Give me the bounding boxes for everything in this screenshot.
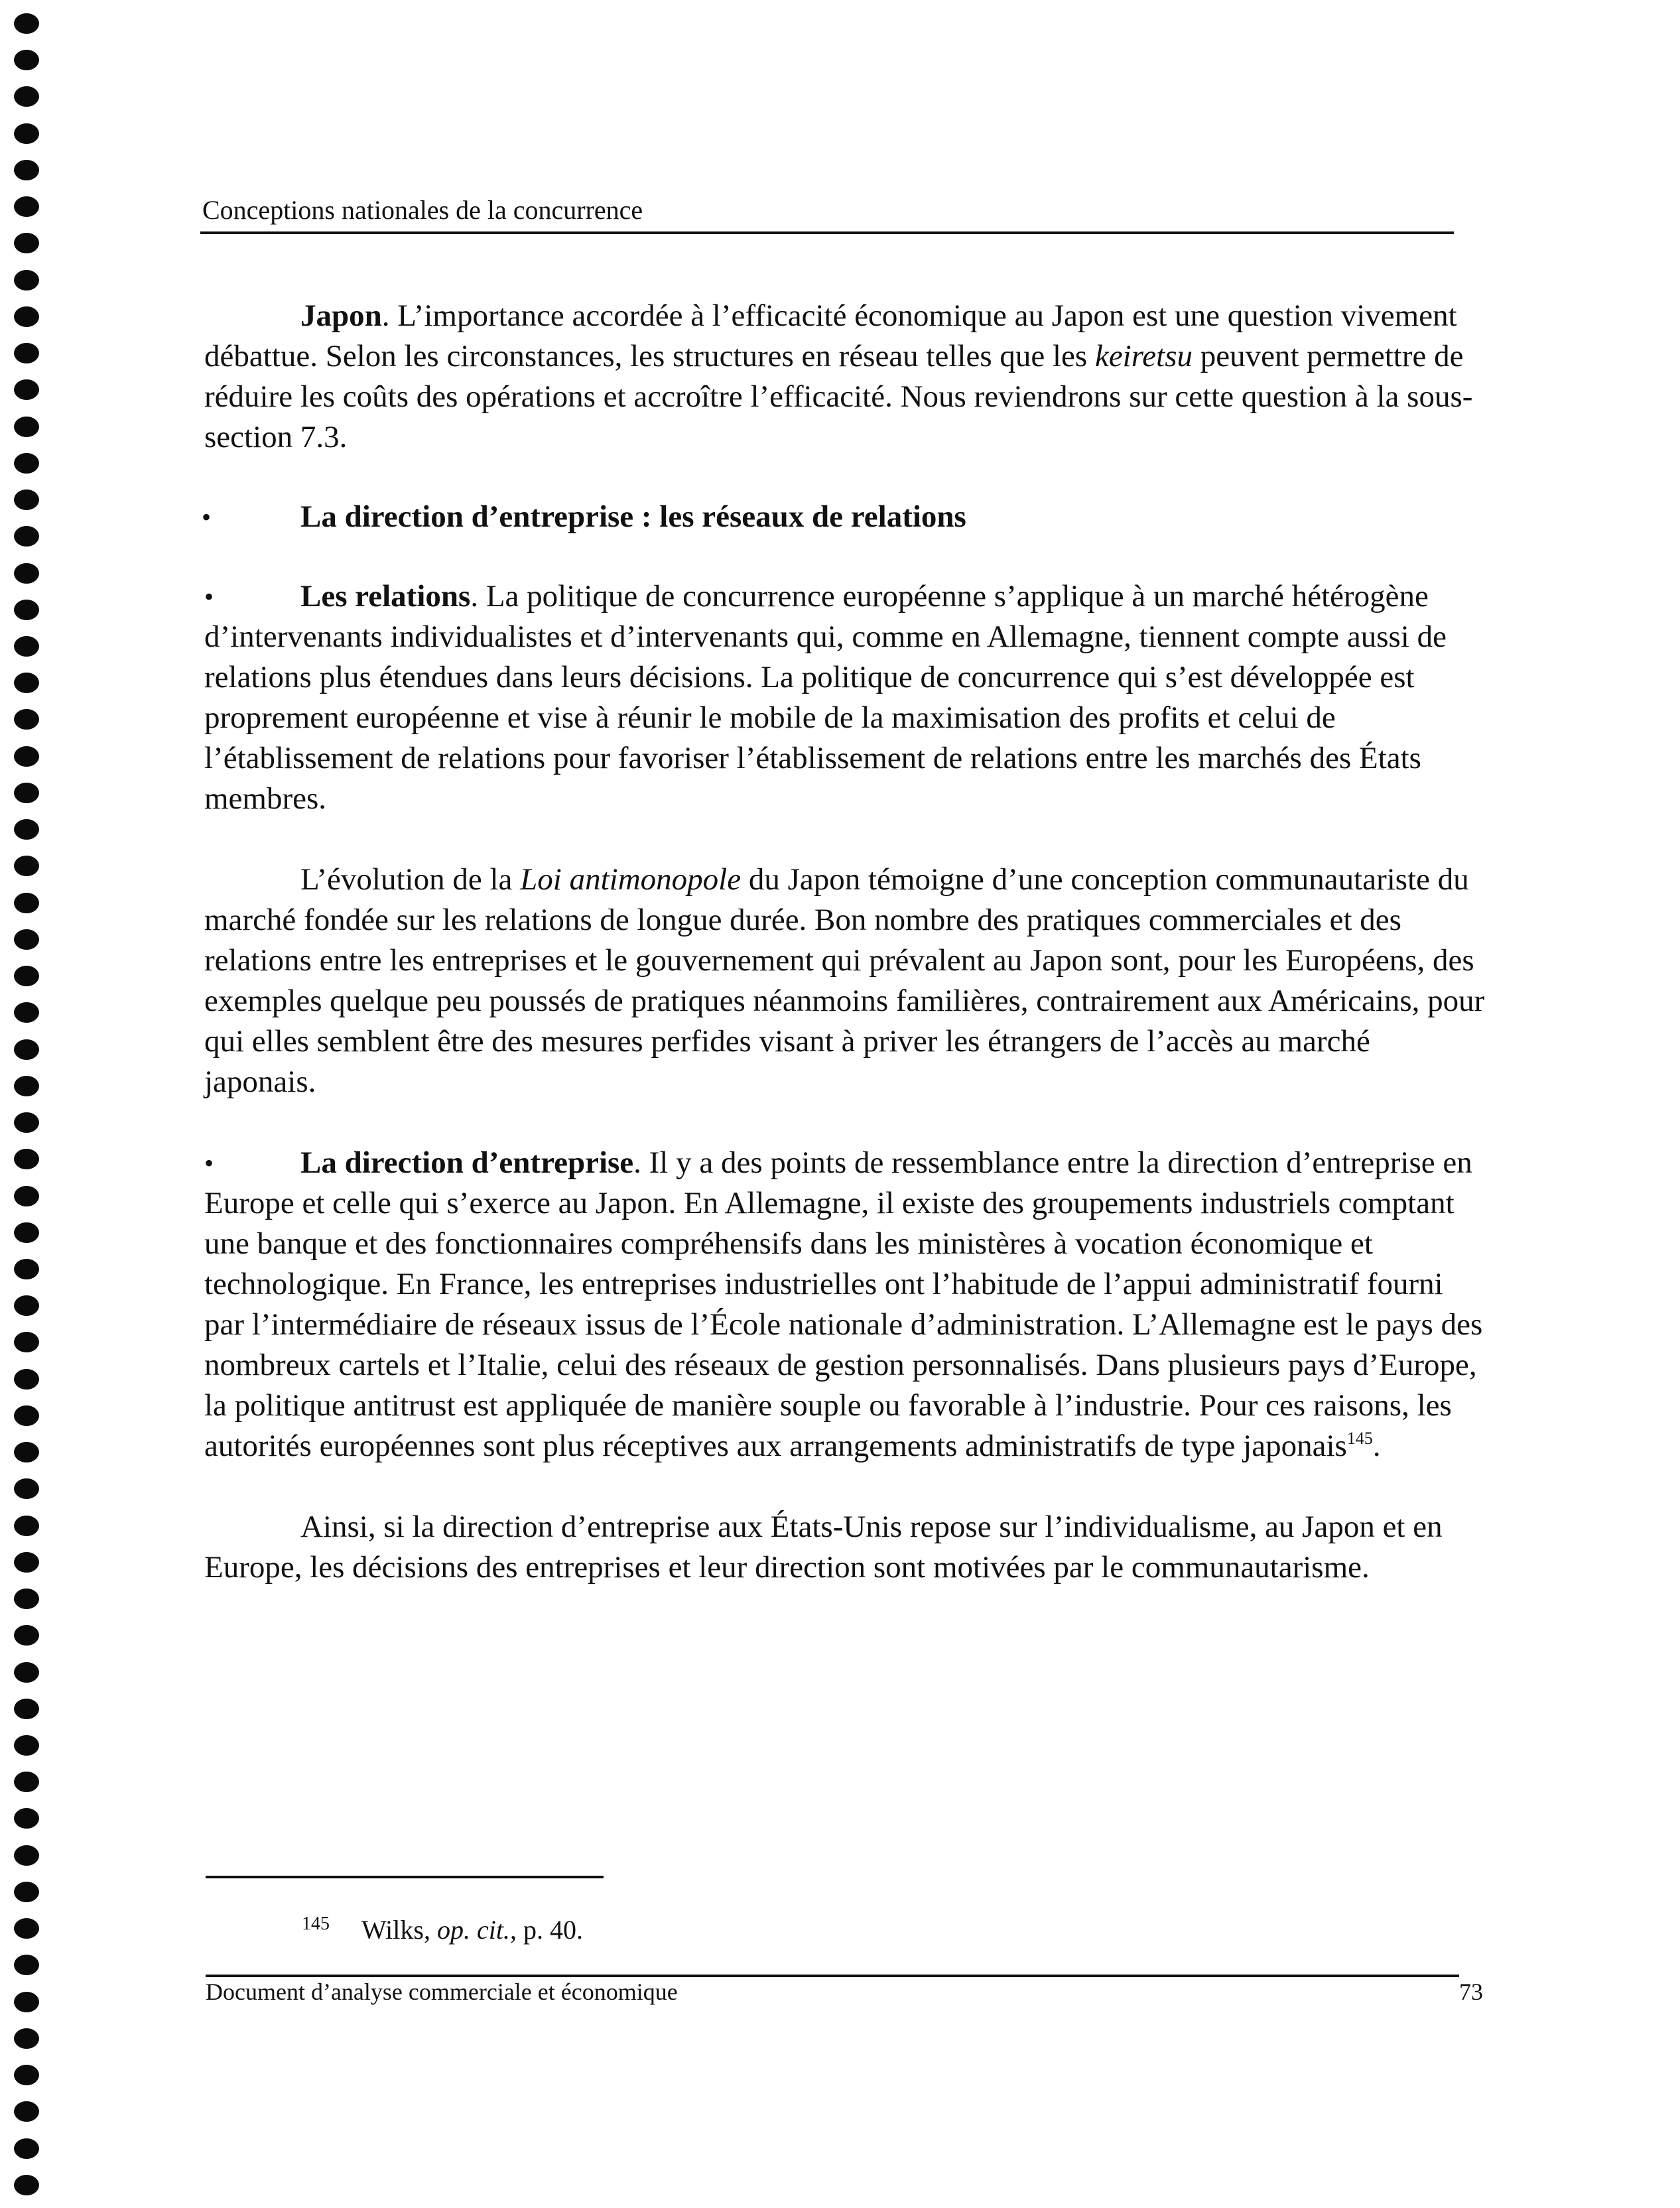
footnote bbox=[302, 1909, 583, 1945]
binding-hole bbox=[14, 306, 39, 327]
binding-hole bbox=[14, 1589, 39, 1609]
binding-hole bbox=[14, 819, 39, 840]
binding-hole bbox=[14, 1442, 39, 1462]
binding-hole bbox=[14, 1405, 39, 1426]
paragraph-relations bbox=[204, 576, 1488, 819]
binding-hole bbox=[14, 856, 39, 876]
paragraph-text: . Il y a des points de ressemblance entre la direction d’entreprise en Europe et celle qui s’exerce au Japon. En Allemagne, il existe des groupements industriels comptant une banque et des fonctionnaires compréhensifs dans les ministères à vocation économique et technologique. En France, les entreprises industrielles ont l’habitude de l’appui administratif fourni par l’intermédiaire de réseaux issus de l’École nationale d’administration. L’Allemagne est le pays des nombreux cartels et l’Italie, celui des réseaux de gestion personnalisés. Dans plusieurs pays d’Europe, la politique antitrust est appliquée de manière souple ou favorable à l’industrie. Pour ces raisons, les autorités européennes sont plus réceptives aux arrangements administratifs de type japonais bbox=[204, 1145, 1483, 1463]
binding-hole bbox=[14, 379, 39, 400]
binding-hole bbox=[14, 160, 39, 180]
binding-hole bbox=[14, 1662, 39, 1683]
binding-hole bbox=[14, 636, 39, 657]
binding-hole bbox=[14, 1625, 39, 1646]
binding-hole bbox=[14, 1002, 39, 1023]
binding-hole bbox=[14, 1772, 39, 1792]
binding-hole bbox=[14, 196, 39, 217]
binding-hole bbox=[14, 1735, 39, 1756]
section-heading bbox=[204, 497, 1488, 537]
paragraph-emphasis: Loi antimonopole bbox=[520, 862, 742, 897]
binding-hole bbox=[14, 1332, 39, 1352]
paragraph-text: . La politique de concurrence européenne s’applique à un marché hétérogène d’intervenants individualistes et d’intervenants qui, comme en Allemagne, tiennent compte aussi de relations plus étendues dans leurs décisions. La politique de concurrence qui s’est développée est proprement européenne et vise à réunir le mobile de la maximisation des profits et celui de l’établissement de relations pour favoriser l’établissement de relations entre les marchés des États membres. bbox=[204, 579, 1447, 816]
paragraph-conclusion bbox=[204, 1507, 1488, 1588]
binding-hole bbox=[14, 417, 39, 437]
paragraph-loi-antimonopole bbox=[204, 860, 1488, 1102]
binding-hole bbox=[14, 270, 39, 291]
binding-hole bbox=[14, 50, 39, 70]
page-body bbox=[204, 296, 1488, 1588]
paragraph-term: Les relations bbox=[300, 579, 471, 614]
binding-hole bbox=[14, 783, 39, 803]
binding-hole bbox=[14, 1369, 39, 1390]
binding-hole bbox=[14, 526, 39, 547]
binding-hole bbox=[14, 600, 39, 620]
footnote-emphasis: op. cit. bbox=[436, 1915, 510, 1945]
bullet-icon: • bbox=[204, 582, 214, 612]
bullet-icon: • bbox=[202, 502, 212, 532]
binding-hole bbox=[14, 966, 39, 986]
binding-hole bbox=[14, 2138, 39, 2159]
binding-hole bbox=[14, 1295, 39, 1316]
binding-hole bbox=[14, 13, 39, 34]
paragraph-term: Japon bbox=[300, 298, 382, 333]
binding-hole bbox=[14, 1955, 39, 1975]
footnote-rule bbox=[206, 1876, 604, 1878]
paragraph-text: Ainsi, si la direction d’entreprise aux États-Unis repose sur l’individualisme, au Japon et en Europe, les décisions des entreprises et leur direction sont motivées par le communautarisme. bbox=[204, 1510, 1443, 1585]
binding-hole bbox=[14, 1882, 39, 1902]
binding-hole bbox=[14, 2065, 39, 2085]
binding-hole bbox=[14, 1039, 39, 1060]
paragraph-direction-entreprise bbox=[204, 1143, 1488, 1466]
footnote-author: Wilks, bbox=[361, 1915, 437, 1945]
paragraph-text: L’évolution de la bbox=[300, 862, 521, 897]
header-rule bbox=[200, 231, 1454, 234]
footnote-number: 145 bbox=[302, 1914, 330, 1934]
footnote-reference: 145 bbox=[1346, 1429, 1373, 1448]
binding-hole bbox=[14, 1149, 39, 1169]
binding-hole bbox=[14, 2028, 39, 2049]
binding-hole bbox=[14, 1845, 39, 1866]
footer-rule bbox=[206, 1975, 1459, 1977]
binding-hole bbox=[14, 343, 39, 363]
binding-hole bbox=[14, 1222, 39, 1243]
binding-hole bbox=[14, 1186, 39, 1206]
binding-hole bbox=[14, 489, 39, 510]
binding-hole bbox=[14, 1918, 39, 1939]
paragraph-term: La direction d’entreprise bbox=[300, 1145, 634, 1180]
section-heading-text: La direction d’entreprise : les réseaux de relations bbox=[300, 499, 966, 534]
paragraph-end: . bbox=[1372, 1429, 1381, 1463]
running-header: Conceptions nationales de la concurrence bbox=[202, 195, 643, 225]
footnote-text: , p. 40. bbox=[509, 1915, 583, 1945]
paragraph-japon bbox=[204, 296, 1488, 458]
binding-hole bbox=[14, 123, 39, 144]
binding-hole bbox=[14, 709, 39, 730]
binding-hole bbox=[14, 2101, 39, 2122]
binding-hole bbox=[14, 1112, 39, 1133]
binding-hole bbox=[14, 746, 39, 767]
binding-hole bbox=[14, 1808, 39, 1829]
binding-holes bbox=[9, 13, 44, 2195]
binding-hole bbox=[14, 1259, 39, 1279]
binding-hole bbox=[14, 1076, 39, 1096]
paragraph-emphasis: keiretsu bbox=[1094, 339, 1193, 373]
binding-hole bbox=[14, 233, 39, 253]
binding-hole bbox=[14, 673, 39, 693]
binding-hole bbox=[14, 1699, 39, 1719]
binding-hole bbox=[14, 86, 39, 107]
binding-hole bbox=[14, 929, 39, 950]
paragraph-text: du Japon témoigne d’une conception communautariste du marché fondée sur les relations de longue durée. Bon nombre des pratiques commerciales et des relations entre les entreprises et le gouvernement qui prévalent au Japon sont, pour les Européens, des exemples quelque peu poussés de pratiques néanmoins familières, contrairement aux Américains, pour qui elles semblent être des mesures perfides visant à priver les étrangers de l’accès au marché japonais. bbox=[204, 862, 1485, 1099]
binding-hole bbox=[14, 1478, 39, 1499]
binding-hole bbox=[14, 453, 39, 474]
binding-hole bbox=[14, 1552, 39, 1573]
bullet-icon: • bbox=[204, 1148, 214, 1178]
binding-hole bbox=[14, 893, 39, 913]
binding-hole bbox=[14, 2175, 39, 2195]
paragraph-text: peuvent permettre de réduire les coûts des opérations et accroître l’efficacité. Nous reviendrons sur cette question à la sous-section 7.3. bbox=[204, 339, 1473, 454]
page-number: 73 bbox=[1459, 1979, 1483, 2005]
paragraph-text: . L’importance accordée à l’efficacité économique au Japon est une question vivement débattue. Selon les circonstances, les structures en réseau telles que les bbox=[204, 298, 1457, 373]
binding-hole bbox=[14, 1992, 39, 2012]
binding-hole bbox=[14, 1516, 39, 1536]
footer-publication: Document d’analyse commerciale et économique bbox=[206, 1979, 678, 2005]
binding-hole bbox=[14, 563, 39, 584]
